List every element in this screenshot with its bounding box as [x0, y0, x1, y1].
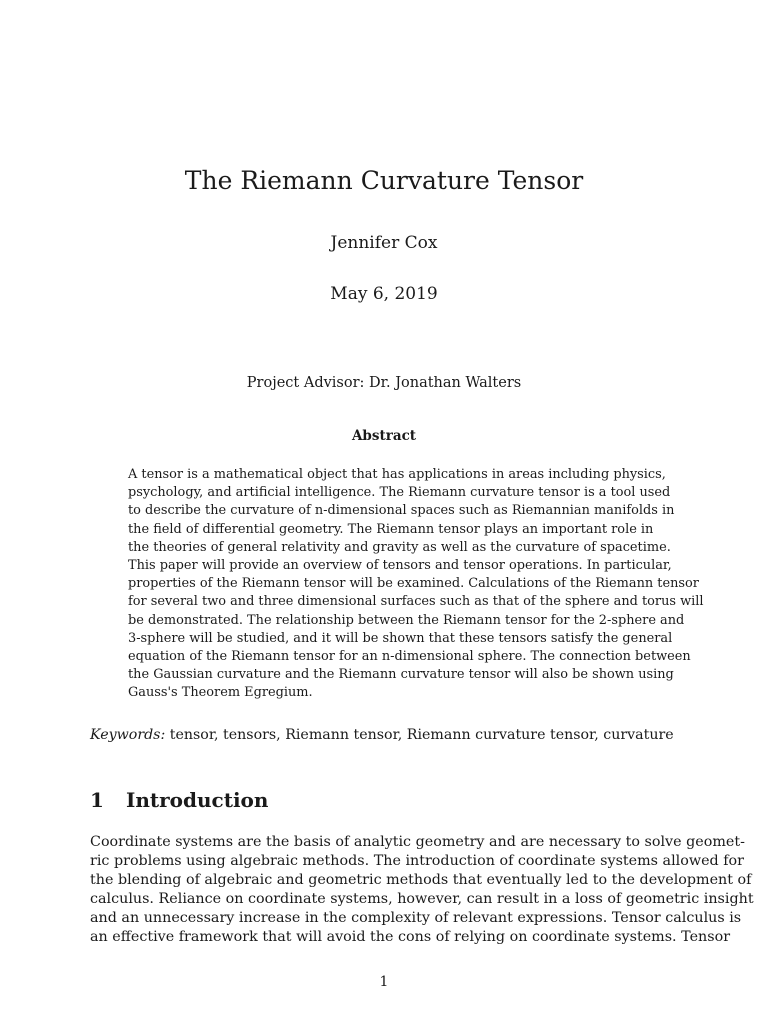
author-name: Jennifer Cox: [330, 233, 438, 253]
page-number: 1: [379, 974, 389, 990]
abstract-line: psychology, and artificial intelligence. The Riemann curvature tensor is a tool used: [128, 485, 671, 501]
abstract-line: to describe the curvature of n-dimensional spaces such as Riemannian manifolds in: [128, 503, 675, 519]
keywords-label: Keywords:: [90, 727, 166, 743]
keywords: [90, 726, 690, 745]
abstract-line: This paper will provide an overview of tensors and tensor operations. In particular,: [128, 558, 672, 574]
section-number: 1: [90, 788, 104, 812]
abstract-line: A tensor is a mathematical object that has applications in areas including physics,: [128, 467, 666, 482]
abstract-line: 3-sphere will be studied, and it will be shown that these tensors satisfy the general: [128, 630, 673, 646]
abstract-line: the Gaussian curvature and the Riemann curvature tensor will also be shown using: [128, 667, 674, 683]
abstract-line: the field of differential geometry. The Riemann tensor plays an important role in: [128, 521, 654, 537]
abstract-line: be demonstrated. The relationship between the Riemann tensor for the 2-sphere and: [128, 612, 685, 628]
intro-line: ric problems using algebraic methods. The introduction of coordinate systems allowed for: [90, 852, 744, 869]
abstract-body: [128, 466, 704, 703]
abstract-heading: Abstract: [351, 428, 417, 444]
intro-line: Coordinate systems are the basis of analytic geometry and are necessary to solve geomet-: [90, 834, 745, 850]
intro-line: an effective framework that will avoid the cons of relying on coordinate systems. Tensor: [90, 928, 731, 945]
project-advisor: Project Advisor: Dr. Jonathan Walters: [246, 375, 522, 391]
paper-date: May 6, 2019: [330, 284, 438, 304]
abstract-line: the theories of general relativity and gravity as well as the curvature of spacetime.: [128, 539, 671, 555]
intro-line: the blending of algebraic and geometric methods that eventually led to the development of: [90, 871, 752, 888]
section-title: Introduction: [126, 788, 269, 812]
intro-line: and an unnecessary increase in the complexity of relevant expressions. Tensor calculus is: [90, 909, 742, 926]
keywords-text: tensor, tensors, Riemann tensor, Riemann curvature tensor, curvature: [165, 727, 674, 743]
abstract-line: properties of the Riemann tensor will be examined. Calculations of the Riemann tensor: [128, 576, 699, 592]
abstract-line: equation of the Riemann tensor for an n-dimensional sphere. The connection between: [128, 649, 691, 665]
section-heading: [90, 787, 268, 813]
abstract-line: for several two and three dimensional surfaces such as that of the sphere and torus will: [128, 594, 704, 610]
abstract-line: Gauss's Theorem Egregium.: [128, 685, 313, 701]
intro-line: calculus. Reliance on coordinate systems, however, can result in a loss of geometric insight: [90, 890, 754, 907]
introduction-body: [90, 833, 754, 946]
paper-title: The Riemann Curvature Tensor: [184, 166, 584, 195]
